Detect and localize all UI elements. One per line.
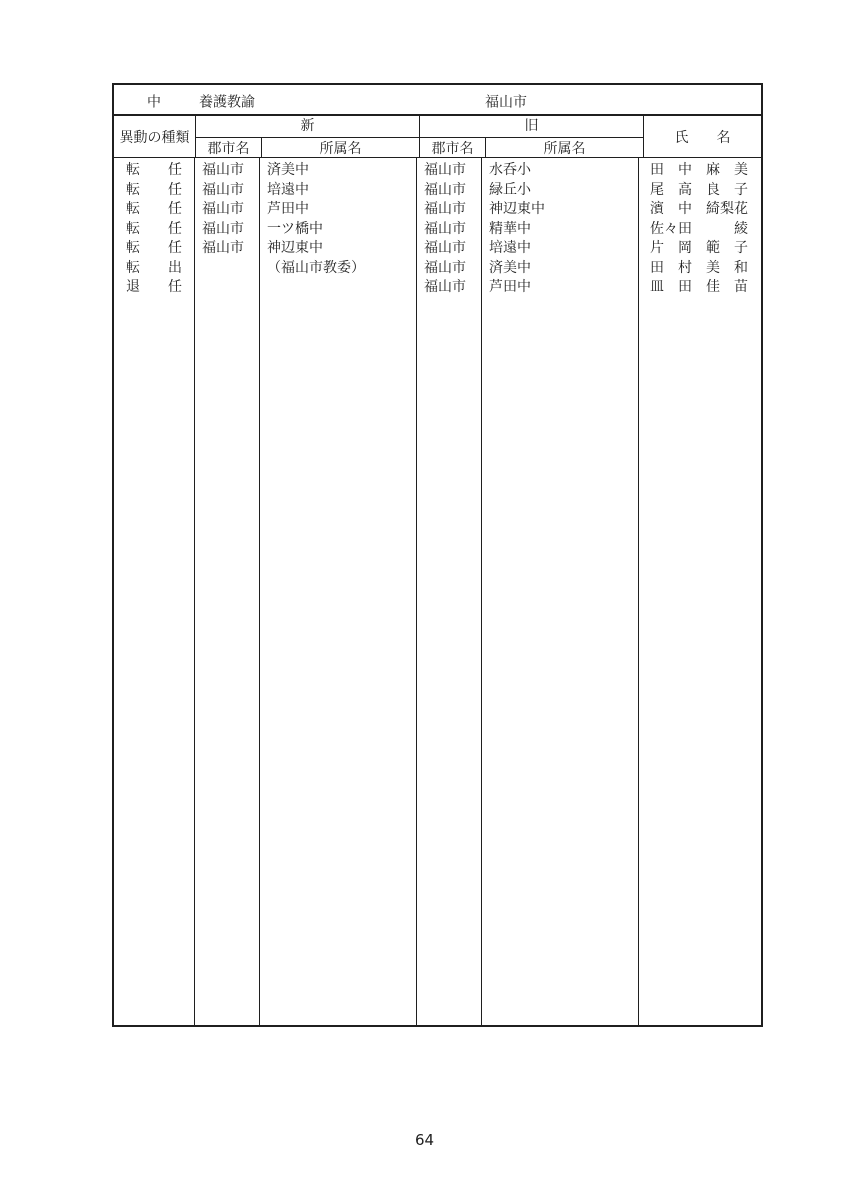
- column-old-affiliation: [482, 158, 639, 1025]
- cell-name: 佐々田 綾: [650, 221, 748, 237]
- cell-new-school: [267, 278, 416, 298]
- cell-new-school: 済美中: [267, 163, 309, 178]
- cell-old-school: 済美中: [489, 260, 531, 276]
- cell-new-city: 福山市: [202, 241, 244, 256]
- column-person-name: [639, 158, 761, 1025]
- cell-old-school: 精華中: [489, 221, 531, 237]
- table-header: [114, 116, 761, 158]
- cell-new-school: 一ツ橋中: [267, 221, 323, 237]
- column-old-city: [417, 158, 482, 1025]
- cell-new-city: [202, 278, 259, 298]
- column-new-affiliation: [260, 158, 417, 1025]
- header-new-label: 新: [196, 116, 419, 138]
- cell-old-school: 緑丘小: [489, 182, 531, 198]
- cell-name: 田 村 美 和: [650, 260, 748, 276]
- table-caption-row: [114, 85, 761, 116]
- personnel-transfer-table: [112, 83, 763, 1027]
- cell-type: 転 任: [126, 202, 182, 217]
- cell-name: 田 中 麻 美: [650, 163, 748, 178]
- cell-new-city: [202, 259, 259, 279]
- region-label: 福山市: [485, 95, 527, 111]
- header-group-new: [196, 116, 420, 157]
- column-new-city: [195, 158, 260, 1025]
- header-new-affiliation: 所属名: [319, 142, 362, 157]
- cell-old-city: 福山市: [424, 280, 466, 295]
- header-new-subrow: [196, 138, 419, 158]
- page-number: 64: [414, 1131, 435, 1149]
- header-transfer-type: 異動の種類: [114, 116, 196, 157]
- cell-old-school: 水呑小: [489, 163, 531, 178]
- cell-new-city: 福山市: [202, 163, 244, 178]
- header-old-label: 旧: [420, 116, 643, 138]
- cell-type: 転 任: [126, 221, 182, 237]
- cell-name: 尾 高 良 子: [650, 182, 748, 198]
- header-group-old: [420, 116, 644, 157]
- cell-new-school: 培遠中: [267, 182, 309, 198]
- cell-old-city: 福山市: [424, 241, 466, 256]
- header-name: 氏 名: [674, 130, 731, 146]
- header-old-affiliation: 所属名: [543, 142, 586, 157]
- header-old-city: 郡市名: [420, 138, 486, 158]
- column-transfer-type: [114, 158, 195, 1025]
- cell-type: 転 任: [126, 182, 182, 198]
- cell-old-city: 福山市: [424, 202, 466, 217]
- position-category-label: 養護教諭: [199, 95, 255, 111]
- cell-new-school: 神辺東中: [267, 241, 323, 256]
- school-level-label: 中: [147, 95, 161, 111]
- header-new-city: 郡市名: [196, 138, 262, 158]
- cell-name: 濱 中 綺梨花: [650, 202, 748, 217]
- table-body: [114, 158, 761, 1025]
- cell-type: 転 任: [126, 163, 182, 178]
- cell-old-city: 福山市: [424, 260, 466, 276]
- cell-name: 皿 田 佳 苗: [650, 280, 748, 295]
- cell-type: 転 出: [126, 260, 182, 276]
- cell-old-city: 福山市: [424, 163, 466, 178]
- cell-new-school: 芦田中: [267, 202, 309, 217]
- cell-type: 転 任: [126, 241, 182, 256]
- header-old-subrow: [420, 138, 643, 158]
- cell-type: 退 任: [126, 280, 182, 295]
- cell-old-school: 培遠中: [489, 241, 531, 256]
- cell-old-school: 神辺東中: [489, 202, 545, 217]
- cell-new-school: （福山市教委）: [267, 260, 365, 276]
- cell-new-city: 福山市: [202, 202, 244, 217]
- cell-name: 片 岡 範 子: [650, 241, 748, 256]
- cell-old-school: 芦田中: [489, 280, 531, 295]
- cell-new-city: 福山市: [202, 221, 244, 237]
- cell-new-city: 福山市: [202, 182, 244, 198]
- cell-old-city: 福山市: [424, 182, 466, 198]
- cell-old-city: 福山市: [424, 221, 466, 237]
